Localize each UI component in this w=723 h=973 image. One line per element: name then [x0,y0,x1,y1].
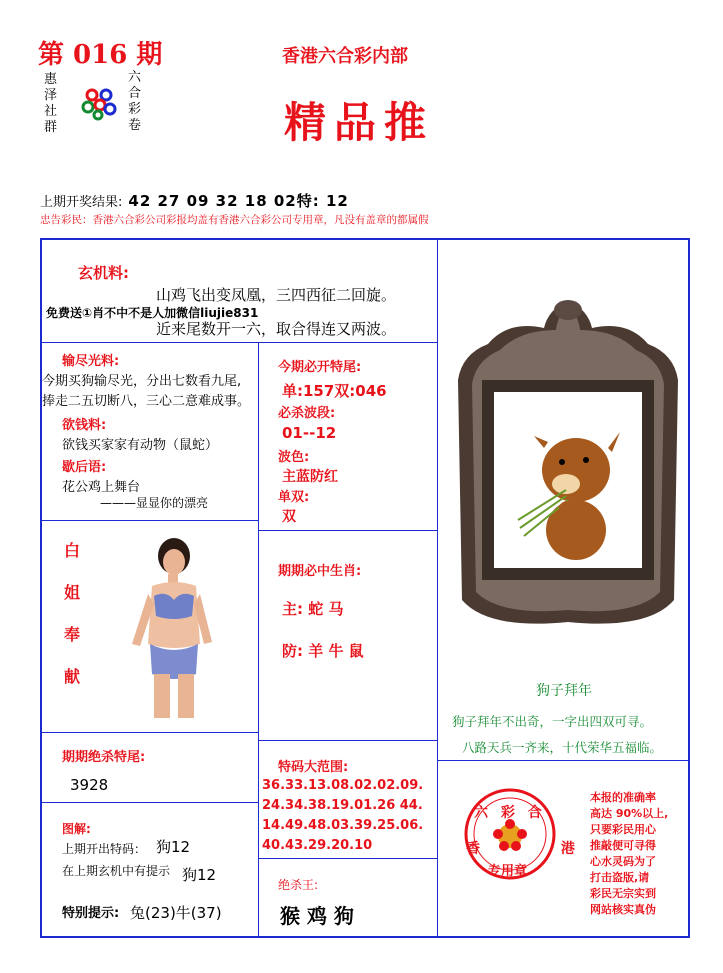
divider [437,238,438,938]
bose-value: 主蓝防红 [282,469,338,485]
stamp-note-line: 只要彩民用心 [590,823,656,836]
xuanji-free: 免费送①肖不中不是人加微信liujie831 [46,306,259,320]
tujie-line1-label: 上期开出特码： [62,842,147,856]
brand-right: 六合彩卷 [128,70,142,133]
tujie-line2-value: 狗12 [182,866,217,884]
bijie-char-2: 姐 [64,583,81,602]
title-small: 香港六合彩内部 [282,46,408,67]
shuchu-label: 输尽光料: [62,354,120,369]
juesha-wang-label: 绝杀王: [278,878,319,892]
tema-range-row-4: 40.43.29.20.10 [262,838,373,853]
last-result [40,190,349,211]
juesha-wang-value: 猴 鸡 狗 [280,904,354,928]
tujie-line2-label: 在上期玄机中有提示 [62,864,171,878]
bizhong-fang: 防: 羊 牛 鼠 [282,642,364,660]
bijie-char-1: 白 [64,541,81,560]
yuqian-label: 欲钱料: [62,418,107,433]
stamp-note-line: 本报的准确率 [590,791,656,804]
divider [258,740,437,741]
notice: 忠告彩民：香港六合彩公司彩报均盖有香港六合彩公司专用章，凡没有盖章的都属假 [40,214,429,226]
stamp-note-line: 推敲便可寻得 [590,839,656,852]
bosha-label: 必杀波段: [278,406,336,421]
danshuang-label: 单双: [278,490,310,505]
danshuang-value: 双 [282,509,296,525]
divider [40,802,258,803]
yuqian-text: 欲钱买家家有动物（鼠蛇） [62,438,219,453]
stamp-note-line: 彩民无宗实到 [590,887,656,900]
xuanji-label: 玄机料: [78,264,129,282]
divider [258,342,259,938]
lottery-logo-icon [80,85,120,125]
mirror-line1: 狗子拜年不出奇，一字出四双可寻。 [452,714,653,729]
seal-bottom: 香 港 [466,841,613,857]
divider [437,760,690,761]
mirror-picture [448,300,688,636]
seal-name: 专用章 [488,864,528,879]
tema-range-row-1: 36.33.13.08.02.02.09. [262,778,424,793]
xiehou-answer: ———显显你的漂亮 [100,496,209,510]
tema-range-row-3: 14.49.48.03.39.25.06. [262,818,424,833]
model-photo [122,534,218,722]
stamp-note-line: 打击盗版,请 [590,871,650,884]
juesha-label: 期期绝杀特尾: [62,750,146,765]
divider [40,520,258,521]
xuanji-line1: 山鸡飞出变凤凰，三四西征二回旋。 [156,286,397,304]
brand-left: 惠泽社群 [44,72,58,135]
divider [258,858,437,859]
divider [40,342,437,343]
tebie-label: 特别提示: [62,906,120,921]
last-result-label: 上期开奖结果: [40,195,123,210]
stamp-note [590,790,686,918]
divider [40,732,258,733]
tebie-value: 兔(23)牛(37) [130,904,222,922]
bijie-char-4: 献 [64,667,81,686]
bijie-char-3: 奉 [64,625,81,644]
last-result-numbers: 42 27 09 32 18 02特: 12 [128,192,349,210]
stamp-note-line: 心水灵码为了 [590,855,656,868]
juesha-value: 3928 [70,776,109,794]
stamp-note-line: 高达 90%以上, [590,807,669,820]
tujie-line1-value: 狗12 [156,838,191,856]
seal-top: 六 彩 合 [474,805,546,821]
shuchu-line2: 捧走二五切断八，三心二意难成事。 [42,394,251,409]
tema-range-label: 特码大范围: [278,760,349,775]
xiehou-label: 歇后语: [62,460,107,475]
shuchu-line1: 今期买狗输尽光，分出七数看九尾, [42,374,242,389]
xuanji-line2: 近来尾数开一六，取合得连又两波。 [156,320,397,338]
bite-label: 今期必开特尾: [278,360,362,375]
tema-range-row-2: 24.34.38.19.01.26 44. [262,798,423,813]
tujie-label: 图解: [62,822,91,836]
bose-label: 波色: [278,450,310,465]
bosha-value: 01--12 [282,424,337,442]
xiehou-text: 花公鸡上舞台 [62,480,141,495]
stamp-note-line: 网站核实真伪 [590,903,656,916]
bizhong-zhu: 主: 蛇 马 [282,600,344,618]
mirror-line2: 八路天兵一齐来，十代荣华五福临。 [462,740,663,755]
divider [258,530,437,531]
title-big: 精品推 [284,98,435,147]
bizhong-label: 期期必中生肖: [278,564,362,579]
mirror-caption: 狗子拜年 [536,683,592,699]
bite-dan: 单:157双:046 [282,382,387,400]
issue-number: 第 016 期 [38,40,163,70]
